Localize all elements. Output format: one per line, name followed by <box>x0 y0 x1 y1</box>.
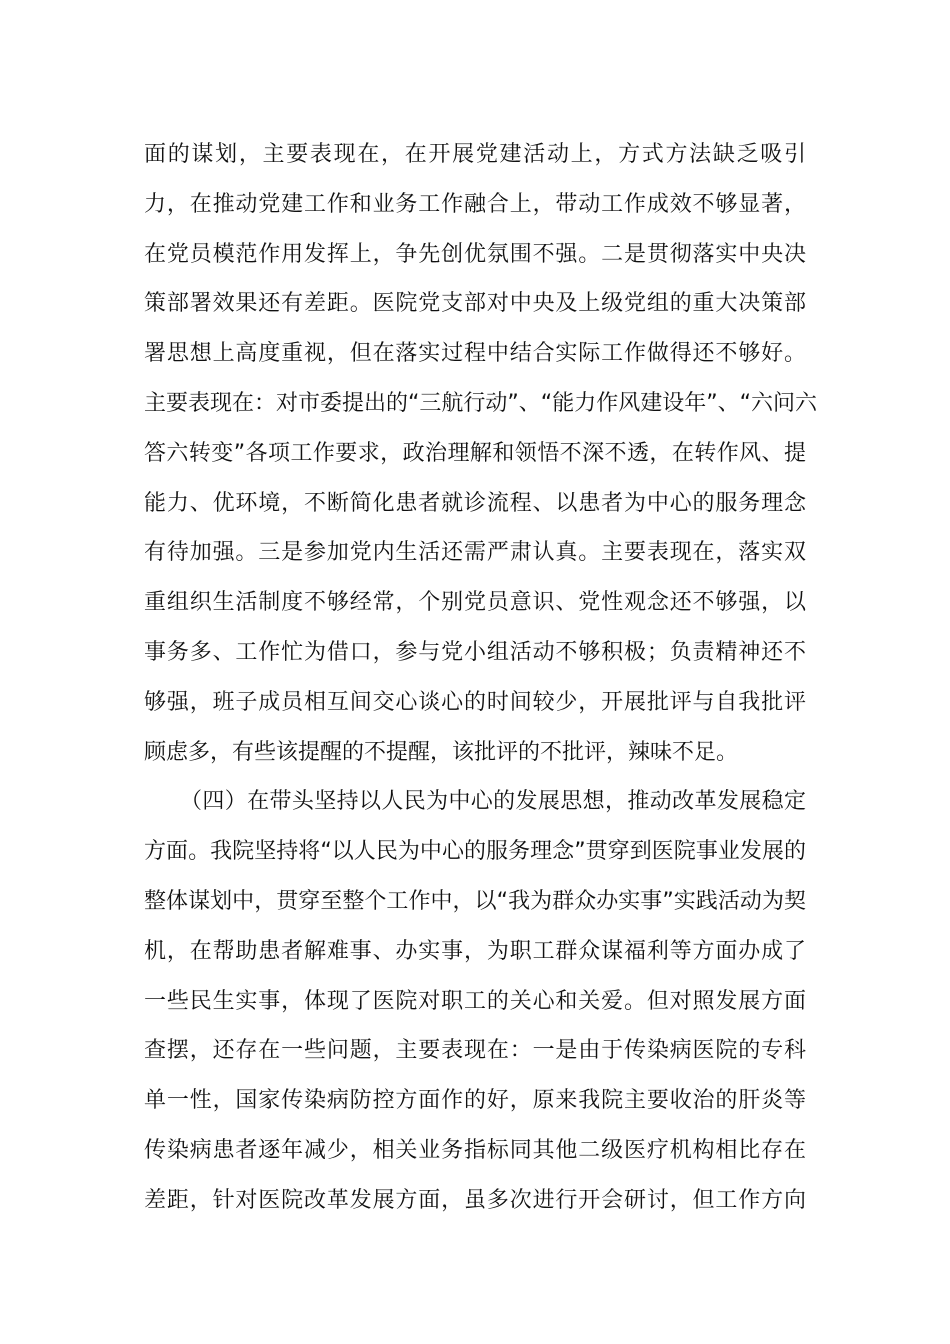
text-line: 事务多、工作忙为借口，参与党小组活动不够积极；负责精神还不 <box>144 639 806 665</box>
text-line: 整体谋划中，贯穿至整个工作中，以“我为群众办实事”实践活动为契 <box>144 888 806 914</box>
text-line: 策部署效果还有差距。医院党支部对中央及上级党组的重大决策部 <box>144 291 806 317</box>
body-text <box>144 130 817 1226</box>
text-line: 力，在推动党建工作和业务工作融合上，带动工作成效不够显著， <box>144 191 806 217</box>
paragraph-last-line: 顾虑多，有些该提醒的不提醒，该批评的不批评，辣味不足。 <box>144 739 739 765</box>
text-line: 在党员模范作用发挥上，争先创优氛围不强。二是贯彻落实中央决 <box>144 241 806 267</box>
text-line: 面的谋划，主要表现在，在开展党建活动上，方式方法缺乏吸引 <box>144 142 806 167</box>
text-line: 机，在帮助患者解难事、办实事，为职工群众谋福利等方面办成了 <box>144 938 806 964</box>
text-line: 方面。我院坚持将“以人民为中心的服务理念”贯穿到医院事业发展的 <box>144 839 806 865</box>
text-line: 一些民生实事，体现了医院对职工的关心和关爱。但对照发展方面 <box>144 988 806 1014</box>
text-line: 重组织生活制度不够经常，个别党员意识、党性观念还不够强，以 <box>144 590 806 616</box>
text-line: 能力、优环境，不断简化患者就诊流程、以患者为中心的服务理念 <box>144 490 806 516</box>
text-line: 单一性，国家传染病防控方面作的好，原来我院主要收治的肝炎等 <box>144 1088 806 1114</box>
section-heading-line: （四）在带头坚持以人民为中心的发展思想，推动改革发展稳定 <box>180 789 806 815</box>
text-line: 查摆，还存在一些问题，主要表现在：一是由于传染病医院的专科 <box>144 1038 806 1064</box>
text-line: 署思想上高度重视，但在落实过程中结合实际工作做得还不够好。 <box>144 341 806 367</box>
text-line: 够强，班子成员相互间交心谈心的时间较少，开展批评与自我批评 <box>144 689 806 715</box>
text-line: 有待加强。三是参加党内生活还需严肃认真。主要表现在，落实双 <box>144 540 806 566</box>
text-line: 主要表现在：对市委提出的“三航行动”、“能力作风建设年”、“六问六 <box>144 390 817 416</box>
text-line: 传染病患者逐年减少，相关业务指标同其他二级医疗机构相比存在 <box>144 1137 806 1163</box>
text-line: 答六转变”各项工作要求，政治理解和领悟不深不透，在转作风、提 <box>144 440 806 466</box>
text-line: 差距，针对医院改革发展方面，虽多次进行开会研讨，但工作方向 <box>144 1187 806 1213</box>
